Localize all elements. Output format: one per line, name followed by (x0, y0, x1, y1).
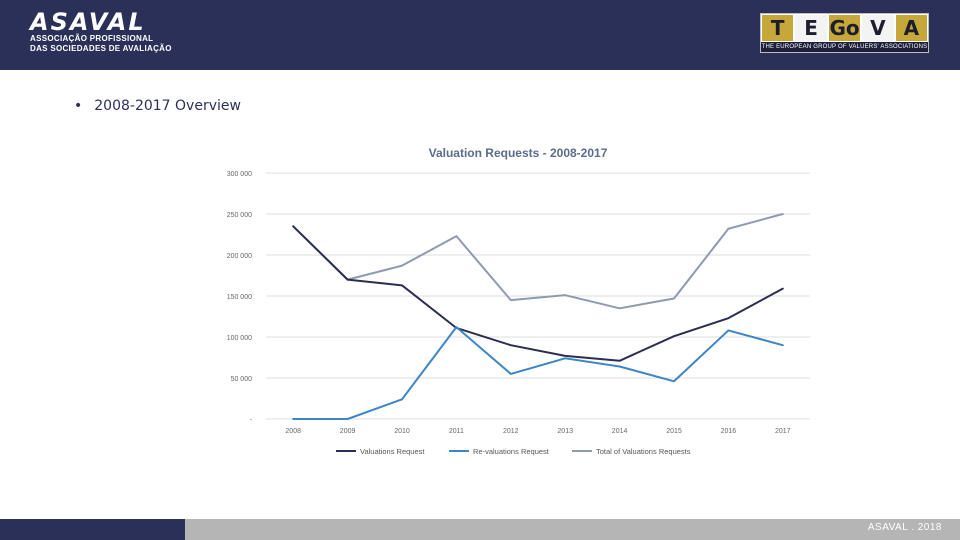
series-line-1 (293, 226, 783, 360)
overview-bullet (74, 98, 241, 114)
legend-label-3: Total of Valuations Requests (596, 447, 691, 456)
tegova-letters (761, 14, 928, 42)
tegova-letter-go: Go (829, 16, 860, 40)
y-tick-label: 150 000 (226, 294, 252, 301)
legend-label-1: Valuations Request (360, 447, 425, 456)
y-tick-label: 100 000 (226, 335, 252, 342)
line-chart (200, 140, 820, 470)
footer-label: ASAVAL . 2018 (867, 522, 942, 533)
series-line-2 (293, 327, 783, 419)
x-tick-label: 2013 (557, 428, 573, 435)
x-tick-label: 2016 (720, 428, 737, 435)
footer-navy-bar (0, 519, 185, 540)
y-tick-label: 50 000 (230, 376, 252, 383)
chart-title: Valuation Requests - 2008-2017 (428, 146, 608, 160)
tegova-logo (760, 13, 929, 53)
overview-heading: 2008-2017 Overview (94, 98, 241, 114)
x-tick-label: 2008 (285, 428, 301, 435)
tegova-letter-t: T (762, 15, 793, 41)
chart-container (200, 140, 820, 470)
footer-gray-bar (185, 519, 960, 540)
x-tick-label: 2017 (775, 428, 791, 435)
x-tick-label: 2014 (611, 428, 628, 435)
y-tick-label: 200 000 (226, 253, 252, 260)
x-tick-label: 2011 (448, 428, 464, 435)
asaval-logo (30, 10, 172, 54)
asaval-subtitle-line2: DAS SOCIEDADES DE AVALIAÇÃO (30, 44, 172, 53)
tegova-letter-v: V (862, 15, 893, 41)
y-tick-label: - (249, 417, 252, 424)
x-tick-label: 2010 (394, 428, 410, 435)
header-bar (0, 0, 960, 70)
x-tick-label: 2015 (666, 428, 682, 435)
x-tick-label: 2012 (503, 428, 519, 435)
bullet-marker: • (74, 98, 83, 114)
y-tick-label: 250 000 (226, 212, 252, 219)
tegova-letter-e: E (795, 15, 826, 41)
asaval-wordmark: ASAVAL (30, 8, 146, 36)
asaval-subtitle-line1: ASSOCIAÇÃO PROFISSIONAL (30, 34, 154, 43)
y-tick-label: 300 000 (226, 171, 252, 178)
tegova-letter-a: A (896, 15, 927, 41)
tegova-tagline: THE EUROPEAN GROUP OF VALUERS' ASSOCIATIONS (761, 44, 928, 50)
series-line-3 (293, 214, 783, 308)
x-tick-label: 2009 (339, 428, 356, 435)
legend-label-2: Re-valuations Request (473, 447, 549, 456)
